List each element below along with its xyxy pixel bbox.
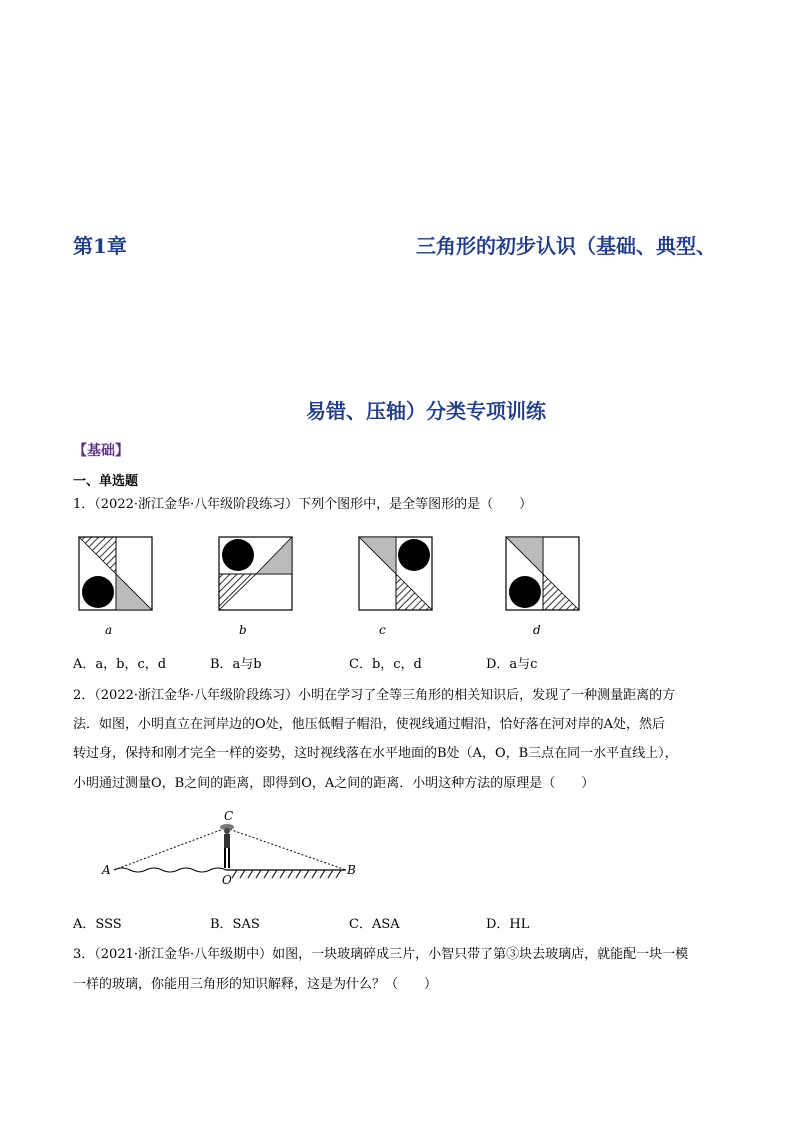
- figure-c: [358, 536, 434, 611]
- part-heading: 一、单选题: [73, 474, 139, 489]
- q2-option-c: C．ASA: [349, 917, 400, 932]
- question-3-line-1: 3．（2021·浙江金华·八年级期中）如图，一块玻璃碎成三片，小智只带了第③块去玻璃店，就能配一块一模: [73, 947, 689, 962]
- label-a: A: [102, 863, 111, 877]
- label-b: B: [347, 863, 356, 877]
- label-o: O: [222, 873, 232, 886]
- label-c: C: [224, 809, 234, 823]
- question-2-line-4: 小明通过测量O，B之间的距离，即得到O，A之间的距离．小明这种方法的原理是（ ）: [73, 776, 595, 791]
- figure-d-caption: d: [533, 623, 541, 637]
- q1-option-d: D．a与c: [486, 657, 538, 672]
- question-2-line-3: 转过身，保持和刚才完全一样的姿势，这时视线落在水平地面的B处（A，O，B三点在同一水平直线上），: [73, 746, 678, 761]
- q2-option-a: A．SSS: [73, 917, 122, 932]
- figure-a: [78, 536, 154, 611]
- figure-b-caption: b: [239, 623, 247, 637]
- question-2-line-1: 2．（2022·浙江金华·八年级阶段练习）小明在学习了全等三角形的相关知识后，发现了一种测量距离的方: [73, 688, 676, 703]
- question-2-line-2: 法．如图，小明直立在河岸边的O处，他压低帽子帽沿，使视线通过帽沿，恰好落在河对岸的A处，然后: [73, 717, 666, 732]
- figure-d: [505, 536, 581, 611]
- figure-c-caption: c: [379, 623, 386, 637]
- q2-option-d: D．HL: [486, 917, 530, 932]
- title-line-1: 三角形的初步认识（基础、典型、: [416, 234, 716, 258]
- question-3-line-2: 一样的玻璃，你能用三角形的知识解释，这是为什么？（ ）: [73, 977, 438, 992]
- chapter-label: 第1章: [73, 234, 127, 258]
- q2-option-b: B．SAS: [210, 917, 260, 932]
- section-label: 【基础】: [73, 443, 129, 459]
- question-1-stem: 1．（2022·浙江金华·八年级阶段练习）下列个图形中，是全等图形的是（ ）: [73, 497, 533, 512]
- q1-option-b: B．a与b: [210, 657, 262, 672]
- measurement-figure: [98, 806, 363, 886]
- figure-b: [218, 536, 294, 611]
- q1-option-a: A．a，b，c，d: [73, 657, 167, 672]
- figure-a-caption: a: [105, 623, 113, 637]
- title-line-2: 易错、压轴）分类专项训练: [306, 399, 546, 423]
- q1-option-c: C．b，c，d: [349, 657, 422, 672]
